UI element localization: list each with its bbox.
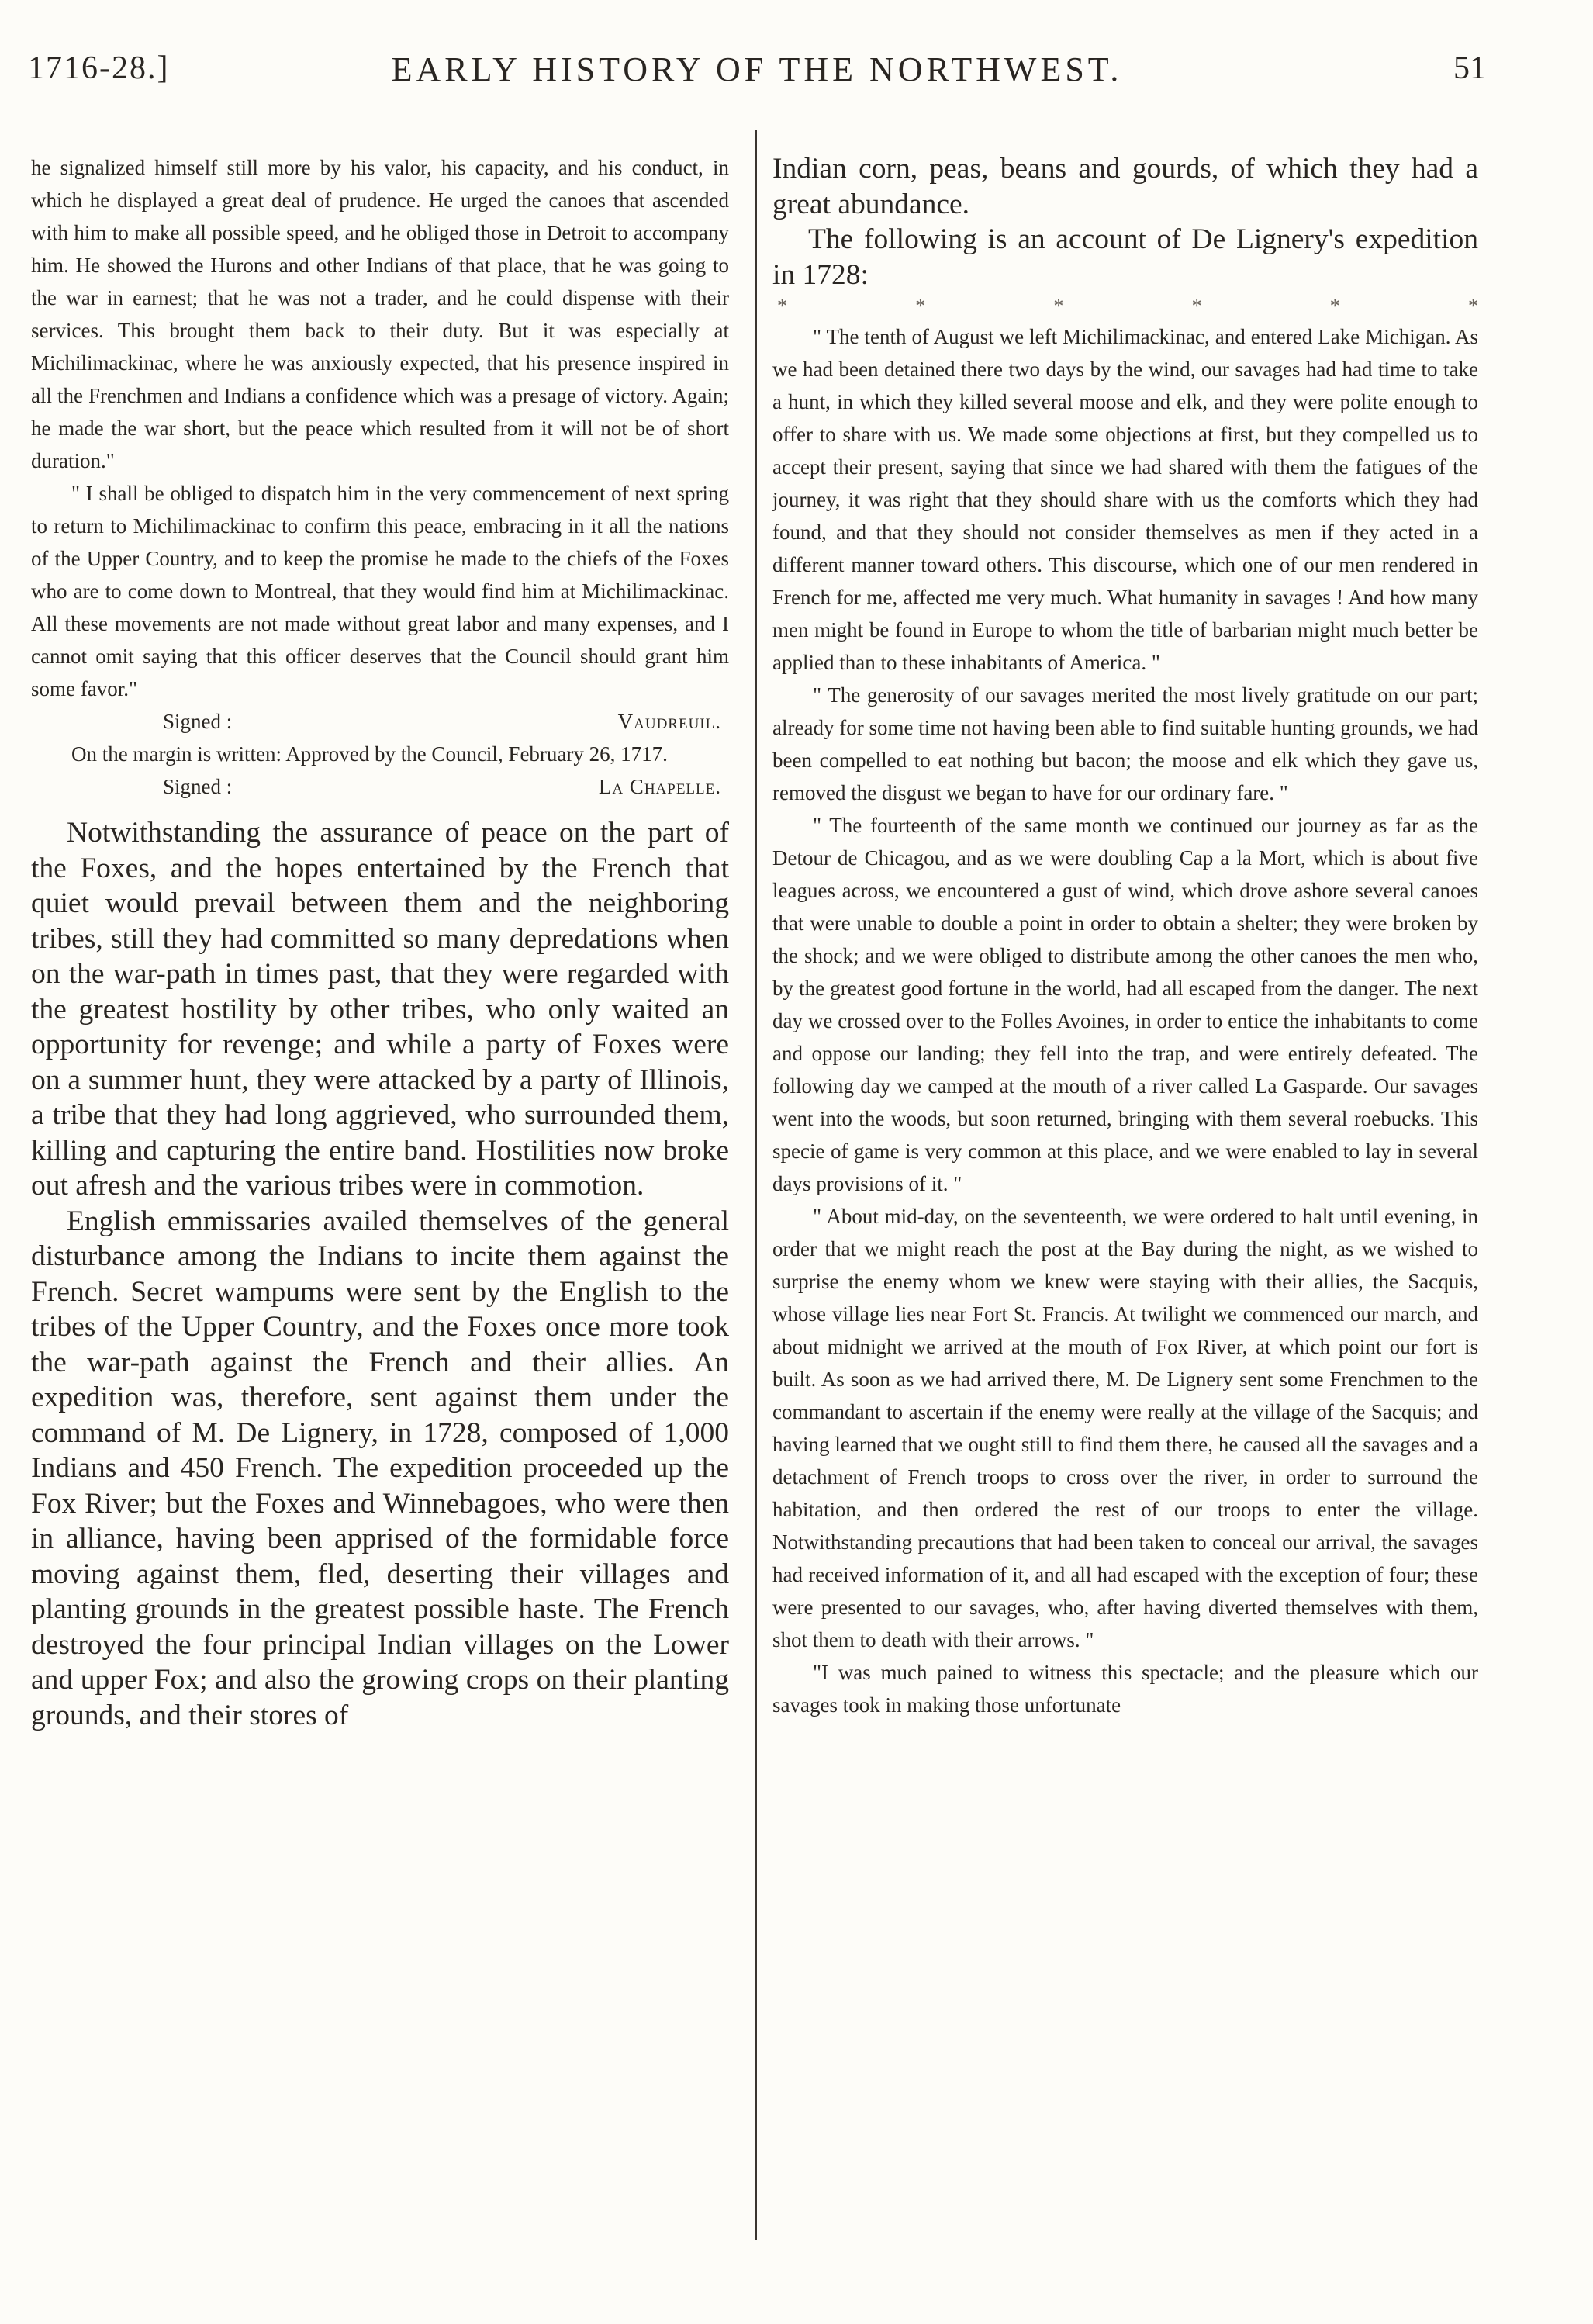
body-paragraph-2: English emmissaries availed themselves of the general disturbance among the Indians to incite them against the French. Secret wampums were sent by the English to the tribes of the Upper Country, and the Foxes once more took the war-path against the French and their allies. An expedition was, therefore, sent against them under the command of M. De Lignery, in 1728, composed of 1,000 Indians and 450 French. The expedition proceeded up the Fox River; but the Foxes and Winnebagoes, who were then in alliance, having been apprised of the formidable force moving against them, fled, deserting their villages and planting grounds in the greatest possible haste. The French destroyed the four principal Indian villages on the Lower and upper Fox; and also the growing crops on their planting grounds, and their stores of	[31, 1205, 729, 1731]
star: *	[915, 295, 926, 317]
left-quote-paragraph-1: he signalized himself still more by his valor, his capacity, and his conduct, in which he displayed a great deal of prudence. He urged the canoes that ascended with him to make all possible speed, and he obliged those in Detroit to accompany him. He showed the Hurons and other Indians of that place, that he was going to the war in earnest; that he was not a trader, and he could dispense with their services. This brought them back to their duty. But it was especially at Michilimackinac, where he was anxiously expected, that his presence inspired in all the Frenchmen and Indians a confidence which was a presage of victory. Again; he made the war short, but the peace which resulted from it will not be of short duration."	[31, 156, 729, 472]
signature-vaudreuil	[31, 705, 729, 738]
quote-paragraph-1: " The tenth of August we left Michilimackinac, and entered Lake Michigan. As we had been detained there two days by the wind, our savages had had time to take a hunt, in which they killed several moose and elk, and they were polite enough to offer to share with us. We made some objections at first, but they compelled us to accept their present, saying that since we had shared with them the fatigues of the journey, it was right that they should share with us the comforts which they had found, and that they should not consider themselves as men if they acted in a different manner toward others. This discourse, which one of our men rendered in French for me, affected me very much. What humanity in savages ! And how many men might be found in Europe to whom the title of barbarian might much better be applied than to these inhabitants of America. "	[772, 325, 1478, 674]
left-column	[31, 151, 729, 1733]
signer-name: La Chapelle.	[598, 775, 721, 798]
quote-paragraph-3: " The fourteenth of the same month we continued our journey as far as the Detour de Chicagou, and as we were doubling Cap a la Mort, which is about five leagues across, we encountered a gust of wind, which drove ashore several canoes that were unable to double a point in order to obtain a shelter; they were broken by the shock; and we were obliged to distribute among the other canoes the men who, by the greatest good fortune in the world, had all escaped from the danger. The next day we crossed over to the Folles Avoines, in order to entice the inhabitants to come and oppose our landing; they fell into the trap, and were entirely defeated. The following day we camped at the mouth of a river called La Gasparde. Our savages went into the woods, but soon returned, bringing with them several roebucks. This specie of game is very common at this place, and we were enabled to lay in several days provisions of it. "	[772, 814, 1478, 1195]
running-header	[28, 50, 1486, 96]
left-body-text	[31, 815, 729, 1733]
quote-paragraph-5: "I was much pained to witness this spectacle; and the pleasure which our savages took in making those unfortunate	[772, 1661, 1478, 1717]
body-paragraph-continued: Indian corn, peas, beans and gourds, of which they had a great abundance.	[772, 153, 1478, 220]
star: *	[1467, 295, 1478, 317]
header-title: EARLY HISTORY OF THE NORTHWEST.	[391, 50, 1123, 88]
star: *	[777, 295, 787, 317]
header-date-range: 1716-28.]	[28, 50, 170, 86]
quote-paragraph-4: " About mid-day, on the seventeenth, we were ordered to halt until evening, in order that we might reach the post at the Bay during the night, as we wished to surprise the enemy whom we knew were staying with their allies, the Sacquis, whose village lies near Fort St. Francis. At twilight we commenced our march, and about midnight we arrived at the mouth of Fox River, at which point our fort is built. As soon as we had arrived there, M. De Lignery sent some Frenchmen to the commandant to ascertain if the enemy were really at the village of the Sacquis; and having learned that we ought still to find them there, he caused all the savages and a detachment of French troops to cross over the river, in order to surround the habitation, and then ordered the rest of our troops to enter the village. Notwithstanding precautions that had been taken to conceal our arrival, the savages had received information of it, and all had escaped with the exception of four; these were presented to our savages, who, after having diverted themselves with them, shot them to death with their arrows. "	[772, 1205, 1478, 1651]
body-paragraph-expedition-intro: The following is an account of De Lignery's expedition in 1728:	[772, 223, 1478, 291]
right-column	[772, 151, 1478, 1721]
star: *	[1191, 295, 1202, 317]
column-divider	[755, 130, 757, 2240]
quote-paragraph-2: " The generosity of our savages merited the most lively gratitude on our part; already for some time not having been able to find suitable hunting grounds, we had been compelled to eat nothing but bacon; the moose and elk which they gave us, removed the disgust we began to have for our ordinary fare. "	[772, 683, 1478, 804]
signature-la-chapelle	[31, 770, 729, 803]
page-number: 51	[1453, 50, 1486, 86]
margin-note: On the margin is written: Approved by the Council, February 26, 1717.	[71, 742, 668, 766]
signer-name: Vaudreuil.	[617, 710, 721, 733]
signed-label: Signed :	[163, 710, 233, 733]
star: *	[1329, 295, 1340, 317]
signed-label: Signed :	[163, 775, 233, 798]
left-quote-block	[31, 151, 729, 803]
right-body-text	[772, 151, 1478, 292]
right-quote-block	[772, 320, 1478, 1721]
body-paragraph-1: Notwithstanding the assurance of peace on the part of the Foxes, and the hopes entertained by the French that quiet would prevail between them and the neighboring tribes, still they had committed so many depredations when on the war-path in times past, that they were regarded with the greatest hostility by other tribes, who only waited an opportunity for revenge; and while a party of Foxes were on a summer hunt, they were attacked by a party of Illinois, a tribe that they had long aggrieved, who surrounded them, killing and capturing the entire band. Hostilities now broke out afresh and the various tribes were in commotion.	[31, 817, 729, 1202]
left-quote-paragraph-2: " I shall be obliged to dispatch him in the very commencement of next spring to return to Michilimackinac to confirm this peace, embracing in it all the nations of the Upper Country, and to keep the promise he made to the chiefs of the Foxes who are to come down to Montreal, that they would find him at Michilimackinac. All these movements are not made without great labor and many expenses, and I cannot omit saying that this officer deserves that the Council should grant him some favor."	[31, 482, 729, 700]
ellipsis-stars	[772, 292, 1478, 320]
star: *	[1053, 295, 1064, 317]
